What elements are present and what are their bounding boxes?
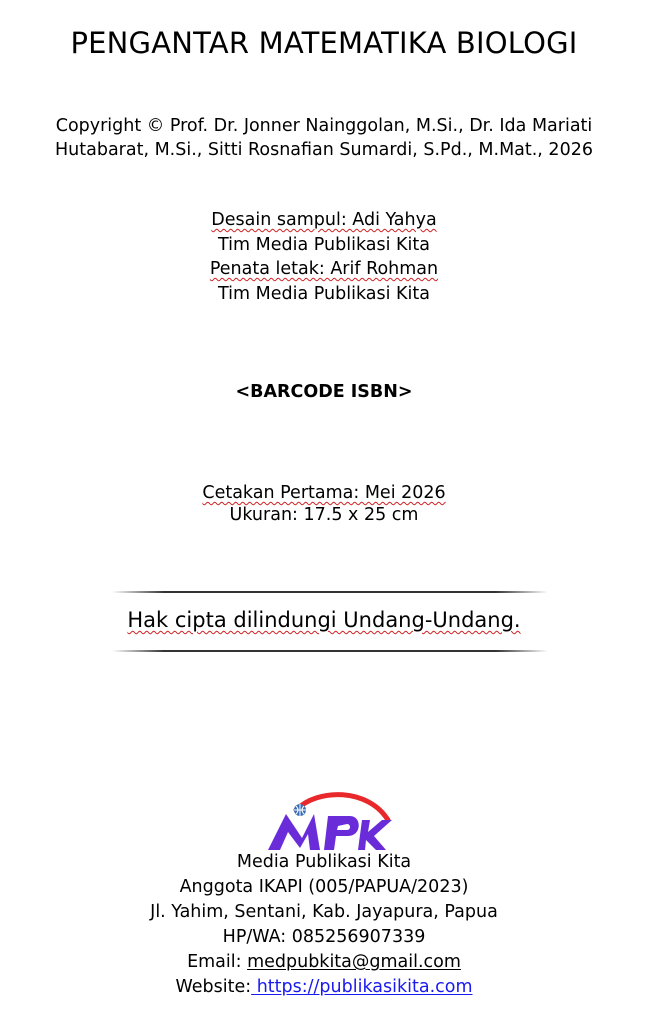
email-label: Email:: [187, 952, 248, 972]
rights-notice: [0, 608, 648, 632]
publisher-name: Media Publikasi Kita: [236, 852, 412, 872]
copyright-line-2: Hutabarat, M.Si., Sitti Rosnafian Sumardi, S.Pd., M.Mat., 2026: [55, 140, 593, 160]
website-label: Website:: [175, 977, 252, 997]
cover-design-credit: Desain sampul: Adi Yahya: [211, 210, 437, 230]
barcode-placeholder: <BARCODE ISBN>: [235, 382, 413, 402]
divider-bottom: [112, 650, 548, 652]
copyright-line-1: Copyright © Prof. Dr. Jonner Nainggolan, M.Si., Dr. Ida Mariati: [55, 116, 593, 136]
mpk-logo-icon: [258, 792, 396, 852]
credits-block: [0, 208, 648, 306]
cover-design-team: Tim Media Publikasi Kita: [218, 234, 430, 255]
publisher-address: Jl. Yahim, Sentani, Kab. Jayapura, Papua: [150, 902, 498, 922]
copyright-notice: [20, 114, 628, 162]
publisher-website-row: [0, 975, 648, 1000]
edition-info: Cetakan Pertama: Mei 2026: [202, 483, 446, 503]
publisher-logo: [258, 792, 396, 852]
website-link[interactable]: https://publikasikita.com: [251, 977, 473, 997]
publisher-info: [0, 850, 648, 1000]
divider-top: [112, 591, 548, 593]
rights-notice-text: Hak cipta dilindungi Undang-Undang.: [127, 608, 521, 632]
publisher-email-row: [0, 950, 648, 975]
layout-team: Tim Media Publikasi Kita: [218, 283, 430, 304]
layout-credit: Penata letak: Arif Rohman: [209, 259, 439, 279]
size-info: Ukuran: 17.5 x 25 cm: [229, 505, 419, 525]
publisher-phone: HP/WA: 085256907339: [222, 927, 426, 947]
email-link[interactable]: medpubkita@gmail.com: [247, 952, 461, 972]
print-info: [0, 482, 648, 526]
publisher-ikapi: Anggota IKAPI (005/PAPUA/2023): [179, 877, 469, 897]
book-title: PENGANTAR MATEMATIKA BIOLOGI: [70, 26, 578, 60]
